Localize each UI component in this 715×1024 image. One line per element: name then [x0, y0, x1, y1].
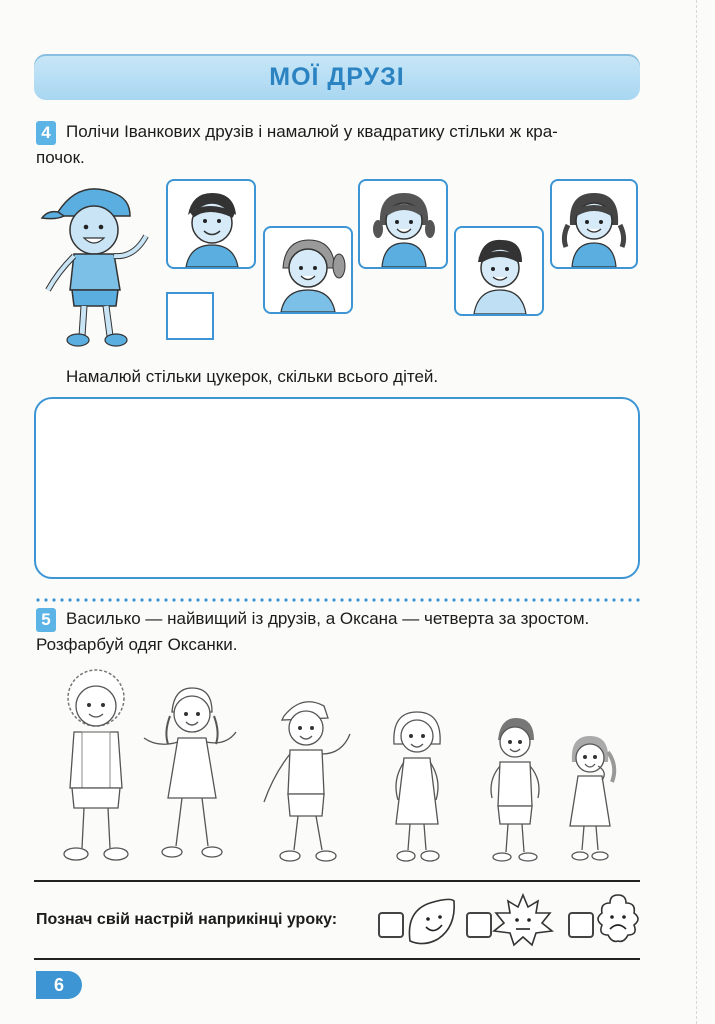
mood-label: Познач свій настрій наприкінці уроку:	[36, 911, 338, 928]
task5-instruction-line2: Розфарбуй одяг Оксанки.	[36, 635, 238, 654]
child-figure-3	[258, 694, 354, 864]
friend-portrait-2	[263, 226, 353, 314]
sad-oak-leaf-icon	[594, 893, 642, 949]
friend-portrait-5	[550, 179, 638, 269]
page-title: МОЇ ДРУЗІ	[269, 62, 405, 91]
friend-portrait-3	[358, 179, 448, 269]
ivanko-illustration	[38, 172, 158, 350]
task4-instruction-line1: Полічи Іванкових друзів і намалюй у квадратику стільки ж кра-	[66, 122, 558, 141]
child-figure-2	[140, 682, 240, 864]
neutral-maple-leaf-icon	[492, 893, 554, 949]
girl-face-icon	[552, 181, 636, 267]
page-number: 6	[36, 971, 82, 999]
boy-face-icon	[456, 228, 542, 314]
girl-face-icon	[360, 181, 446, 267]
mood-checkbox-sad[interactable]	[568, 912, 594, 938]
girl-face-icon	[265, 228, 351, 312]
candy-drawing-area[interactable]	[34, 397, 640, 579]
dotted-separator	[34, 598, 640, 602]
task-number-badge: 4	[36, 121, 56, 145]
footer-top-rule	[34, 880, 640, 882]
mood-checkbox-neutral[interactable]	[466, 912, 492, 938]
title-banner	[34, 54, 640, 100]
child-figure-5	[478, 714, 552, 864]
task5-instruction-line1: Василько — найвищий із друзів, а Оксана — четверта за зростом.	[66, 609, 590, 628]
dots-drawing-square[interactable]	[166, 292, 214, 340]
child-figure-6	[558, 732, 622, 864]
child-figure-4-oksana	[380, 704, 454, 864]
child-figure-1	[56, 668, 136, 866]
task4-instruction-line2: почок.	[36, 148, 85, 167]
happy-leaf-icon	[404, 897, 458, 947]
task-number-badge: 5	[36, 608, 56, 632]
boy-face-icon	[168, 181, 254, 267]
footer-bottom-rule	[34, 958, 640, 960]
page-edge-line	[695, 0, 697, 1024]
mood-checkbox-happy[interactable]	[378, 912, 404, 938]
friend-portrait-4	[454, 226, 544, 316]
task4-sub-instruction: Намалюй стільки цукерок, скільки всього дітей.	[66, 367, 439, 386]
friend-portrait-1	[166, 179, 256, 269]
